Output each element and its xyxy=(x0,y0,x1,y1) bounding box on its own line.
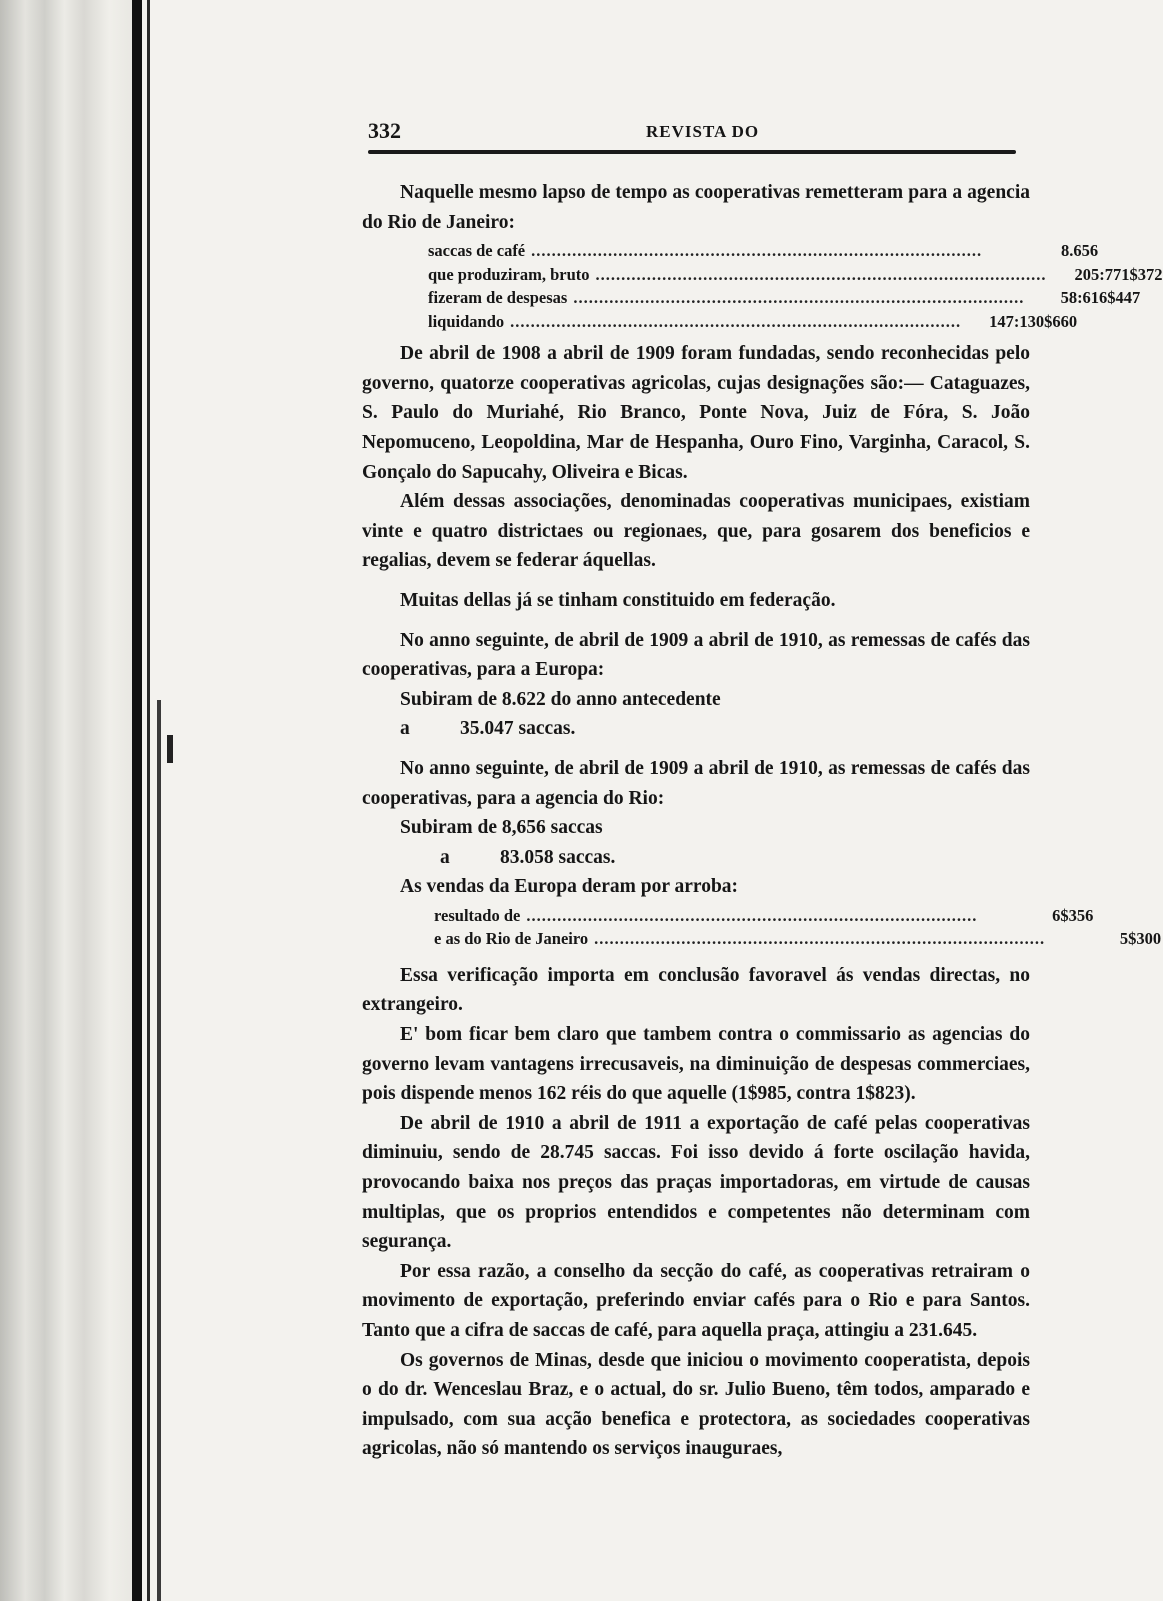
text-line: Subiram de 8.622 do anno antecedente xyxy=(400,688,721,710)
text-line: Subiram de 8,656 saccas xyxy=(400,817,603,839)
ledger-value: 5$300 xyxy=(1119,929,1162,949)
ledger-label: que produziram, bruto xyxy=(428,264,590,284)
paragraph: Os governos de Minas, desde que iniciou o movimento cooperatista, depois o do dr. Wenceslau Braz, e o actual, do sr. Julio Bueno, têm todos, amparado e impulsado, com sua acção benefica e protectora, as sociedades cooperativas agricolas, não só mantendo os serviços inauguraes, xyxy=(362,1349,1030,1460)
ledger-rio xyxy=(362,239,1163,333)
binding-edge xyxy=(132,0,142,1601)
ledger-value: 8.656 xyxy=(1061,241,1099,261)
ledger-label: fizeram de despesas xyxy=(428,288,568,308)
ledger-label: liquidando xyxy=(428,311,505,331)
text-line-value: 83.058 saccas. xyxy=(500,846,616,868)
page-number: 332 xyxy=(368,118,401,143)
ledger-label: e as do Rio de Janeiro xyxy=(434,929,589,949)
text-line: As vendas da Europa deram por arroba: xyxy=(400,876,739,898)
paragraph: De abril de 1908 a abril de 1909 foram fundadas, sendo reconhecidas pelo governo, quatorze cooperativas agricolas, cujas designações são:— Cataguazes, S. Paulo do Muriahé, Rio Branco, Ponte Nova, Juiz de Fóra, S. João Nepomuceno, Leopoldina, Mar de Hespanha, Ouro Fino, Varginha, Caracol, S. Gonçalo do Sapucahy, Oliveira e Bicas. xyxy=(362,343,1030,483)
binding-line-lower xyxy=(157,700,161,1601)
ledger-row xyxy=(428,239,1099,263)
paragraph: De abril de 1910 a abril de 1911 a exportação de café pelas cooperativas diminuiu, sendo de 28.745 saccas. Foi isso devido á forte oscilação havida, provocando baixa nos preços das praças importadoras, em virtude de causas multiplas, que os proprios entendidos e competentes não determinam com segurança. xyxy=(362,1112,1030,1253)
ledger-row xyxy=(428,310,1078,334)
ledger-row xyxy=(434,927,1162,951)
paragraph: No anno seguinte, de abril de 1909 a abril de 1910, as remessas de cafés das cooperativas, para a agencia do Rio: xyxy=(362,757,1030,809)
leader-dots: ........................................................................................ xyxy=(510,311,962,331)
ledger-row xyxy=(428,286,1141,310)
ledger-label: resultado de xyxy=(434,905,521,925)
leader-dots: ........................................................................................ xyxy=(531,241,983,261)
binding-line xyxy=(147,0,150,1601)
page-header xyxy=(368,114,1016,154)
text-line-value: 35.047 saccas. xyxy=(460,718,576,740)
leader-dots: ........................................................................................ xyxy=(573,288,1025,308)
ledger-value: 58:616$447 xyxy=(1060,288,1141,308)
scan-gutter xyxy=(0,0,140,1601)
ledger-label: saccas de café xyxy=(428,241,526,261)
text-line xyxy=(362,714,1030,744)
text-line-prefix: a xyxy=(400,718,410,740)
header-rule xyxy=(368,150,1016,154)
paragraph: Muitas dellas já se tinham constituido em federação. xyxy=(400,589,836,611)
running-title: REVISTA DO xyxy=(646,122,760,141)
ledger-row xyxy=(428,263,1163,287)
text-line-prefix: a xyxy=(440,846,450,868)
paragraph: Por essa razão, a conselho da secção do café, as cooperativas retrairam o movimento de exportação, preferindo enviar cafés para o Rio e para Santos. Tanto que a cifra de saccas de café, para aquella praça, attingiu a 231.645. xyxy=(362,1260,1030,1341)
ledger-value: 6$356 xyxy=(1052,905,1094,925)
paragraph: Além dessas associações, denominadas cooperativas municipaes, existiam vinte e quatro districtaes ou regionaes, que, para gosarem dos beneficios e regalias, devem se federar áquellas. xyxy=(362,491,1030,572)
page-body xyxy=(362,178,1163,1464)
leader-dots: ........................................................................................ xyxy=(595,264,1047,284)
paragraph: No anno seguinte, de abril de 1909 a abril de 1910, as remessas de cafés das cooperativas, para a Europa: xyxy=(362,629,1030,681)
paragraph: Naquelle mesmo lapso de tempo as cooperativas remetteram para a agencia do Rio de Janeiro: xyxy=(362,182,1030,233)
binding-mark xyxy=(167,735,173,763)
ledger-value: 205:771$372 xyxy=(1074,264,1163,284)
ledger-value: 147:130$660 xyxy=(989,311,1078,331)
ledger-sales xyxy=(362,904,1162,951)
paragraph: E' bom ficar bem claro que tambem contra o commissario as agencias do governo levam vantagens irrecusaveis, na diminuição de despesas commerciaes, pois dispende menos 162 réis do que aquelle (1$985, contra 1$823). xyxy=(362,1024,1030,1105)
leader-dots: ........................................................................................ xyxy=(526,905,978,925)
leader-dots: ........................................................................................ xyxy=(594,929,1046,949)
ledger-row xyxy=(434,904,1094,928)
paragraph: Essa verificação importa em conclusão favoravel ás vendas directas, no extrangeiro. xyxy=(362,964,1030,1016)
text-line xyxy=(362,843,1030,873)
